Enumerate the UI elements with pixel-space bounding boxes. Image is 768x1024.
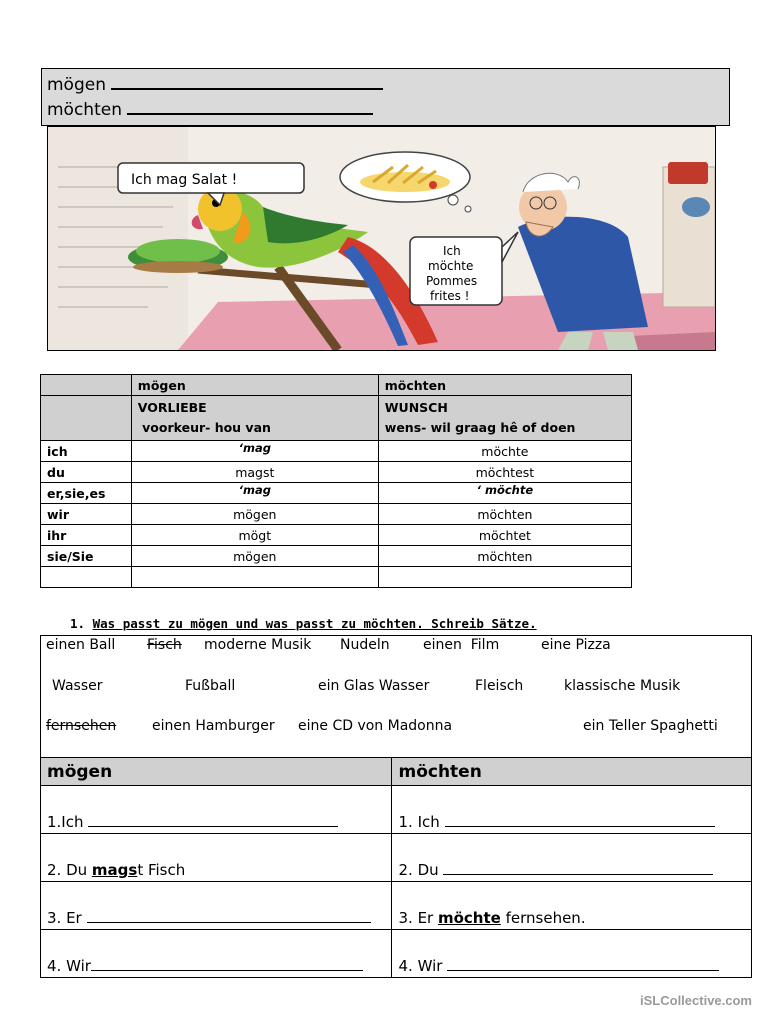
table-row <box>41 525 632 546</box>
sentence-cell[interactable] <box>392 930 752 978</box>
sentence-row <box>41 930 752 978</box>
man-speech-line-4: frites ! <box>430 289 470 303</box>
sentence-suffix: fernsehen. <box>500 909 586 927</box>
exercise-instruction-text: Was passt zu mögen und was passt zu möchten. Schreib Sätze. <box>92 616 537 631</box>
header-box <box>41 68 730 126</box>
word-item: eine CD von Madonna <box>298 718 453 734</box>
site-watermark: iSLCollective.com <box>640 993 752 1008</box>
mogen-form-cell: mögen <box>131 546 378 567</box>
sentence-cell[interactable] <box>41 882 392 930</box>
mochten-form-cell <box>378 567 631 588</box>
answer-line[interactable] <box>88 812 338 827</box>
sentence-table <box>40 757 752 978</box>
pronoun-cell: ihr <box>41 525 132 546</box>
pronoun-cell: wir <box>41 504 132 525</box>
sentence-row <box>41 786 752 834</box>
table-row <box>41 462 632 483</box>
table-row <box>41 546 632 567</box>
column-header-mogen: mögen <box>41 758 392 786</box>
meaning-mogen <box>131 396 378 441</box>
table-row <box>41 483 632 504</box>
table-meaning-row <box>41 396 632 441</box>
meaning-mochten-translation: wens- wil graag hê of doen <box>384 420 576 435</box>
meaning-mogen-translation: voorkeur- hou van <box>137 420 271 435</box>
header-word-mogen: mögen <box>47 75 106 95</box>
mogen-form-cell <box>131 567 378 588</box>
table-row <box>41 504 632 525</box>
word-item: moderne Musik <box>204 637 312 653</box>
sentence-cell[interactable] <box>392 834 752 882</box>
sentence-prefix: 1. Ich <box>398 813 440 831</box>
sentence-prefix: 4. Wir <box>47 957 91 975</box>
word-item: Fleisch <box>475 678 524 694</box>
table-header-row <box>41 375 632 396</box>
answer-line[interactable] <box>87 908 371 923</box>
word-item-crossed: Fisch <box>147 637 182 653</box>
pronoun-cell: du <box>41 462 132 483</box>
meaning-mochten-title: WUNSCH <box>384 400 448 415</box>
mochten-form-cell: möchtet <box>378 525 631 546</box>
sentence-row <box>41 882 752 930</box>
answer-line[interactable] <box>447 956 719 971</box>
sentence-prefix: 2. Du <box>47 861 92 879</box>
word-item: einen Ball <box>46 637 116 653</box>
mogen-form-cell: magst <box>131 462 378 483</box>
illustration-parrot-man <box>47 126 716 351</box>
sentence-cell <box>392 882 752 930</box>
mochten-form-cell: ‘ möchte <box>378 483 631 504</box>
word-item: Nudeln <box>340 637 390 653</box>
man-speech-line-3: Pommes <box>426 274 478 288</box>
header-word-mochten: möchten <box>47 100 122 120</box>
word-bank <box>40 635 752 759</box>
sentence-cell[interactable] <box>41 930 392 978</box>
sentence-row <box>41 834 752 882</box>
header-line-mogen <box>47 75 383 95</box>
sentence-prefix: 3. Er <box>47 909 82 927</box>
sentence-cell[interactable] <box>41 786 392 834</box>
mochten-form-cell: möchtest <box>378 462 631 483</box>
sentence-cell <box>41 834 392 882</box>
answer-line[interactable] <box>127 101 373 115</box>
table-row <box>41 441 632 462</box>
word-item: eine Pizza <box>541 637 611 653</box>
word-item: ein Teller Spaghetti <box>583 718 718 734</box>
word-item: einen Film <box>423 637 500 653</box>
sentence-table-header <box>41 758 752 786</box>
table-row <box>41 567 632 588</box>
answer-line[interactable] <box>443 860 713 875</box>
word-item: Fußball <box>185 678 236 694</box>
mogen-form-cell: mögt <box>131 525 378 546</box>
answer-line[interactable] <box>111 76 383 90</box>
word-item: klassische Musik <box>564 678 681 694</box>
pronoun-cell: sie/Sie <box>41 546 132 567</box>
exercise-number: 1. <box>70 616 86 631</box>
sentence-prefix: 3. Er <box>398 909 438 927</box>
sentence-prefix: 2. Du <box>398 861 439 879</box>
pronoun-cell <box>41 567 132 588</box>
meaning-mochten <box>378 396 631 441</box>
column-header-mogen: mögen <box>131 375 378 396</box>
man-speech-line-1: Ich <box>443 244 461 258</box>
word-item: Wasser <box>52 678 103 694</box>
word-item: ein Glas Wasser <box>318 678 430 694</box>
sentence-cell[interactable] <box>392 786 752 834</box>
conjugation-table <box>40 374 632 588</box>
answer-line[interactable] <box>91 956 363 971</box>
example-verb: möchte <box>437 909 501 927</box>
column-header-mochten: möchten <box>392 758 752 786</box>
sentence-prefix: 1.Ich <box>47 813 84 831</box>
exercise-instruction <box>70 616 537 631</box>
word-item: einen Hamburger <box>152 718 275 734</box>
parrot-speech: Ich mag Salat ! <box>131 172 238 188</box>
man-speech-line-2: möchte <box>428 259 474 273</box>
mogen-form-cell: mögen <box>131 504 378 525</box>
word-item-crossed: fernsehen <box>46 718 117 734</box>
mochten-form-cell: möchten <box>378 504 631 525</box>
mochten-form-cell: möchten <box>378 546 631 567</box>
mogen-form-cell: ‘mag <box>131 483 378 504</box>
table-corner-cell <box>41 375 132 396</box>
answer-line[interactable] <box>445 812 715 827</box>
column-header-mochten: möchten <box>378 375 631 396</box>
table-blank-cell <box>41 396 132 441</box>
pronoun-cell: ich <box>41 441 132 462</box>
example-verb: mags <box>91 861 138 879</box>
pronoun-cell: er,sie,es <box>41 483 132 504</box>
sentence-prefix: 4. Wir <box>398 957 443 975</box>
sentence-suffix: t Fisch <box>137 861 186 879</box>
mogen-form-cell: ‘mag <box>131 441 378 462</box>
meaning-mogen-title: VORLIEBE <box>137 400 207 415</box>
header-line-mochten <box>47 100 373 120</box>
mochten-form-cell: möchte <box>378 441 631 462</box>
